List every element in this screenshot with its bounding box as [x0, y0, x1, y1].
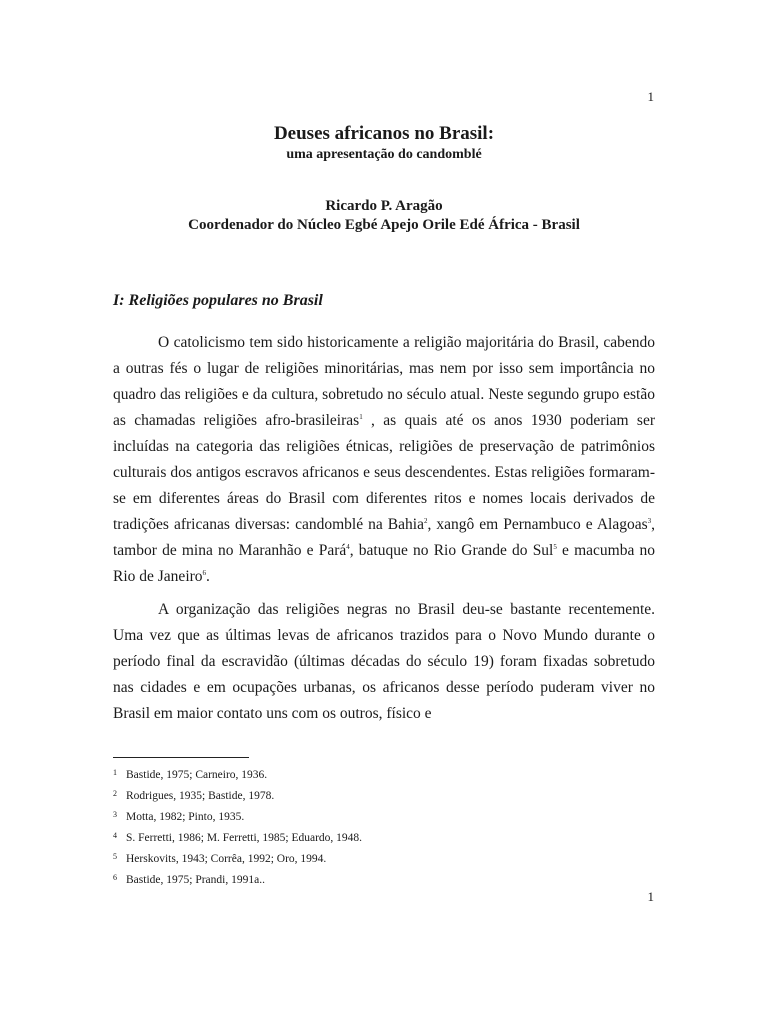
page-number-bottom: 1 — [647, 889, 654, 904]
document-title: Deuses africanos no Brasil: — [273, 123, 495, 144]
footnote — [113, 852, 655, 873]
paragraph-1-text: . — [206, 568, 210, 585]
body-text — [113, 330, 655, 734]
footnote-ref-4[interactable]: 4 — [346, 542, 350, 551]
footnote-text: Rodrigues, 1935; Bastide, 1978. — [126, 790, 275, 802]
author-name: Ricardo P. Aragão — [325, 198, 443, 214]
footnote — [113, 873, 655, 894]
footnote-ref-5[interactable]: 5 — [553, 542, 557, 551]
paragraph-1-text: , as quais até os anos 1930 poderiam ser incluídas na categoria das religiões étnicas, religiões de preservação de patrimônios culturais dos antigos escravos africanos e seus descendentes. Estas religiões formaram-se em diferentes áreas do Brasil com diferentes ritos e nomes locais derivados de tradições africanas diversas: candomblé na Bahia — [113, 412, 655, 533]
page-number-top: 1 — [647, 89, 654, 104]
footnote-ref-6[interactable]: 6 — [202, 568, 207, 577]
footnote-mark: 2 — [113, 789, 117, 798]
footnote-text: Motta, 1982; Pinto, 1935. — [126, 811, 245, 823]
author-affiliation: Coordenador do Núcleo Egbé Apejo Orile Edé África - Brasil — [188, 217, 580, 233]
footnotes — [113, 768, 655, 894]
footnote-mark: 4 — [113, 831, 117, 840]
footnote-text: Herskovits, 1943; Corrêa, 1992; Oro, 1994. — [126, 853, 327, 865]
footnote — [113, 768, 655, 789]
footnote-ref-2[interactable]: 2 — [423, 516, 428, 525]
footnote — [113, 789, 655, 810]
paragraph-1-text: O catolicismo tem sido historicamente a religião majoritária do Brasil, cabendo a outras fés o lugar de religiões minoritárias, mas nem por isso sem importância no quadro das religiões e da cultura, sobretudo no século atual. Neste segundo grupo estão as chamadas religiões afro-brasileiras — [113, 334, 655, 429]
paragraph-1-text: , batuque no Rio Grande do Sul — [349, 542, 554, 559]
footnote-text: Bastide, 1975; Prandi, 1991a.. — [126, 874, 265, 886]
footnote — [113, 831, 655, 852]
footnote-ref-3[interactable]: 3 — [647, 516, 652, 525]
footnote-text: Bastide, 1975; Carneiro, 1936. — [126, 769, 268, 781]
footnote-mark: 3 — [113, 810, 117, 819]
paragraph-1 — [113, 330, 655, 590]
paragraph-1-text: , tambor de mina no Maranhão e Pará — [113, 516, 655, 559]
paragraph-1-text: e macumba no Rio de Janeiro — [113, 542, 655, 585]
footnote — [113, 810, 655, 831]
footnote-mark: 1 — [113, 768, 117, 777]
paragraph-2: A organização das religiões negras no Brasil deu-se bastante recentemente. Uma vez que as últimas levas de africanos trazidos para o Novo Mundo durante o período final da escravidão (últimas décadas do século 19) foram fixadas sobretudo nas cidades e em ocupações urbanas, os africanos desse período puderam viver no Brasil em maior contato uns com os outros, físico e — [113, 601, 655, 722]
section-heading: I: Religiões populares no Brasil — [113, 292, 323, 309]
footnote-ref-1[interactable]: 1 — [359, 412, 363, 421]
paragraph-1-text: , xangô em Pernambuco e Alagoas — [427, 516, 648, 533]
footnote-mark: 6 — [113, 873, 117, 882]
footnote-mark: 5 — [113, 852, 117, 861]
document-subtitle: uma apresentação do candomblé — [286, 147, 482, 162]
footnote-text: S. Ferretti, 1986; M. Ferretti, 1985; Eduardo, 1948. — [126, 832, 363, 844]
footnote-divider — [113, 757, 249, 758]
